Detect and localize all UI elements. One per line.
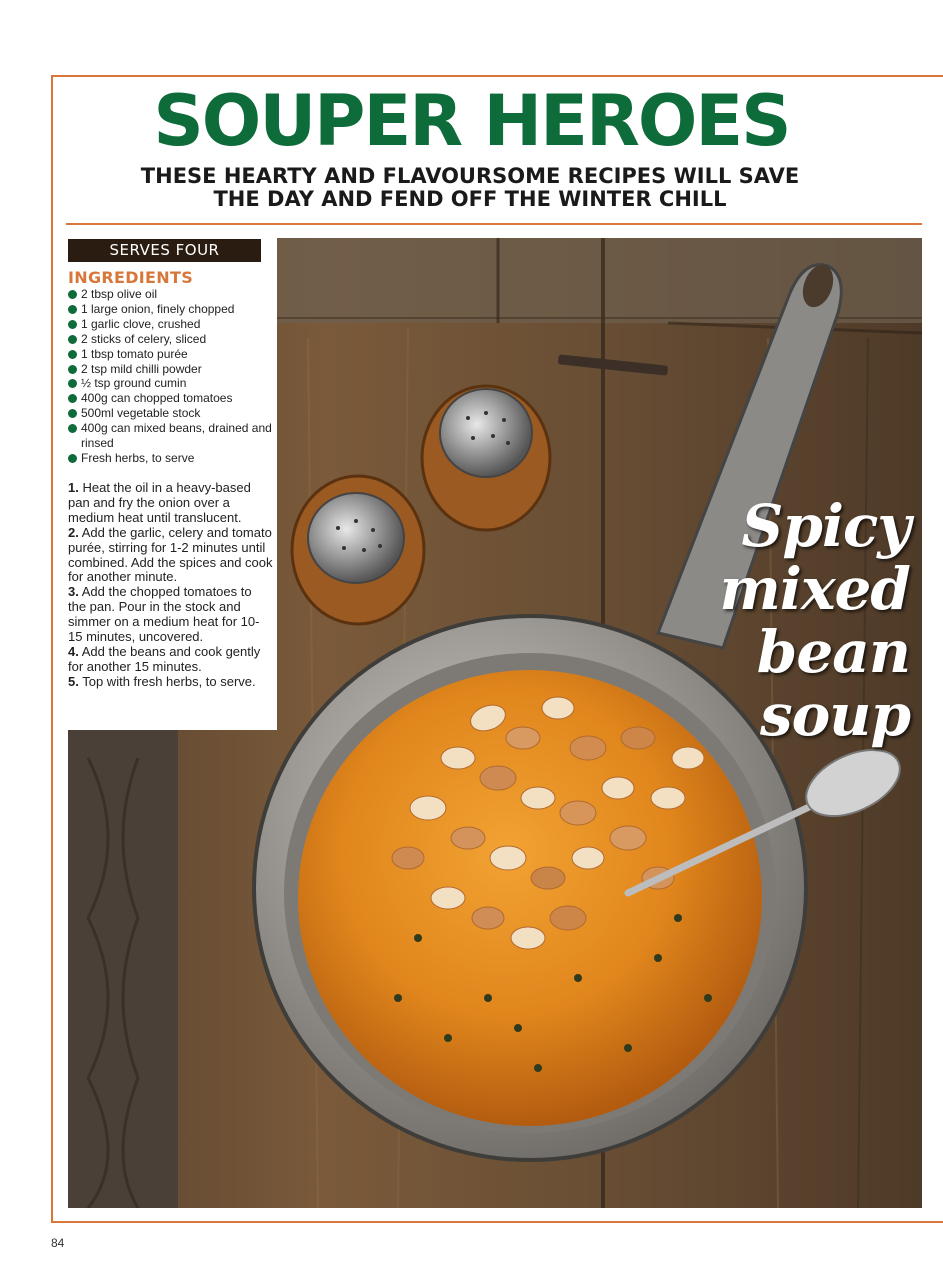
bullet-icon [68, 424, 77, 433]
method-step [68, 645, 273, 675]
page-subtitle: THESE HEARTY AND FLAVOURSOME RECIPES WILL SAVE THE DAY AND FEND OFF THE WINTER CHILL [140, 164, 800, 211]
ingredient-item: 500ml vegetable stock [68, 406, 273, 421]
ingredient-item: 2 tsp mild chilli powder [68, 362, 273, 377]
ingredient-item: 400g can mixed beans, drained and rinsed [68, 421, 273, 451]
dish-title-line: Spicy [741, 492, 910, 560]
method-step [68, 481, 273, 526]
bullet-icon [68, 305, 77, 314]
step-number: 4. [68, 643, 79, 659]
recipe-sidebar [68, 238, 277, 730]
step-text: Add the chopped tomatoes to the pan. Pour in the stock and simmer on a medium heat for 10-15 minutes, uncovered. [68, 584, 260, 645]
ingredient-item: 1 garlic clove, crushed [68, 317, 273, 332]
dish-title-line: bean [756, 618, 910, 686]
page-title: SOUPER HEROES [153, 80, 790, 162]
bullet-icon [68, 290, 77, 299]
step-text: Heat the oil in a heavy-based pan and fry the onion over a medium heat until translucent. [68, 480, 251, 525]
ingredient-item: 1 large onion, finely chopped [68, 302, 273, 317]
bullet-icon [68, 365, 77, 374]
dish-title-line: soup [759, 681, 910, 749]
ingredient-item: Fresh herbs, to serve [68, 451, 273, 466]
bullet-icon [68, 409, 77, 418]
bullet-icon [68, 394, 77, 403]
bullet-icon [68, 335, 77, 344]
ingredient-item: 2 sticks of celery, sliced [68, 332, 273, 347]
step-text: Add the beans and cook gently for another 15 minutes. [68, 643, 261, 674]
serves-banner: SERVES FOUR [68, 239, 261, 262]
dish-title [705, 492, 910, 749]
ingredients-list [68, 287, 273, 466]
step-text: Top with fresh herbs, to serve. [82, 673, 256, 689]
method-step [68, 675, 273, 690]
method-steps [68, 481, 273, 690]
page-number: 84 [51, 1236, 65, 1250]
bullet-icon [68, 350, 77, 359]
method-step [68, 585, 273, 645]
ingredients-heading: INGREDIENTS [68, 268, 194, 287]
ingredient-item: 2 tbsp olive oil [68, 287, 273, 302]
bullet-icon [68, 320, 77, 329]
step-number: 1. [68, 480, 79, 495]
bullet-icon [68, 379, 77, 388]
header-divider [66, 223, 922, 225]
bullet-icon [68, 454, 77, 463]
ingredient-item: 400g can chopped tomatoes [68, 391, 273, 406]
method-step [68, 526, 273, 586]
step-number: 5. [68, 673, 79, 689]
step-number: 2. [68, 524, 79, 540]
ingredient-item: 1 tbsp tomato purée [68, 347, 273, 362]
ingredient-item: ½ tsp ground cumin [68, 376, 273, 391]
step-text: Add the garlic, celery and tomato purée, stirring for 1-2 minutes until combined. Add the spices and cook for another minute. [68, 524, 273, 585]
step-number: 3. [68, 584, 79, 600]
dish-title-line: mixed [719, 555, 910, 623]
